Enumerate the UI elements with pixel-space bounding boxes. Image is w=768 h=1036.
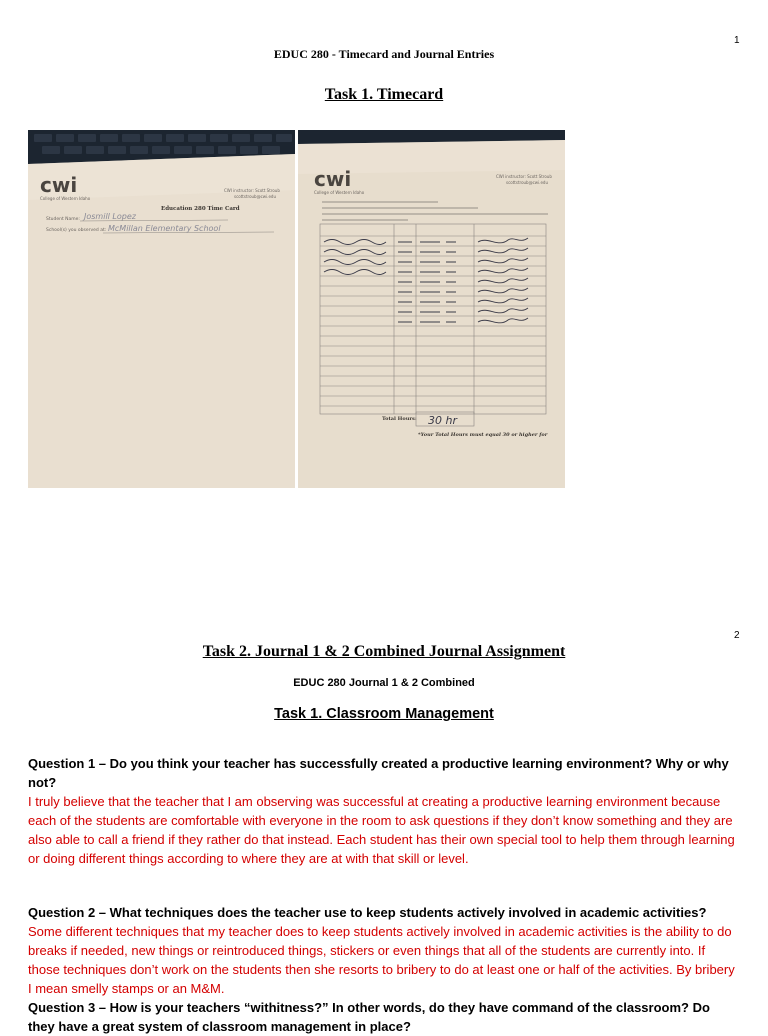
journal-subheading: EDUC 280 Journal 1 & 2 Combined <box>293 677 475 689</box>
svg-text:*Your Total Hours must equal 3: *Your Total Hours must equal 30 or higher for <box>418 432 548 438</box>
qa-block-2 <box>28 903 740 1036</box>
svg-text:College of Western Idaho: College of Western Idaho <box>40 196 91 201</box>
question-1: Question 1 – Do you think your teacher has successfully created a productive learning environment? Why or why not? <box>28 756 729 790</box>
svg-text:CWI instructor: Scott Stroub: CWI instructor: Scott Stroub <box>224 188 280 193</box>
cwi-logo: cwi <box>314 167 352 191</box>
svg-text:Student Name:: Student Name: <box>46 217 80 222</box>
svg-text:School(s) you observed at:: School(s) you observed at: <box>46 228 107 233</box>
task-2-heading: Task 2. Journal 1 & 2 Combined Journal Assignment <box>202 643 566 660</box>
question-3: Question 3 – How is your teachers “withitness?” In other words, do they have command of the classroom? Do they have a great system of classroom management in place? <box>28 1000 710 1034</box>
svg-text:College of Western Idaho: College of Western Idaho <box>314 190 365 195</box>
document-title: EDUC 280 - Timecard and Journal Entries <box>273 47 495 61</box>
svg-text:CWI instructor: Scott Stroub: CWI instructor: Scott Stroub <box>496 174 552 179</box>
qa-block-1 <box>28 754 740 868</box>
svg-text:scottstroub@cwi.edu: scottstroub@cwi.edu <box>234 194 276 199</box>
svg-text:scottstroub@cwi.edu: scottstroub@cwi.edu <box>506 180 548 185</box>
svg-text:30 hr: 30 hr <box>428 414 457 427</box>
page-number-2: 2 <box>734 630 740 641</box>
task-1-heading: Task 1. Timecard <box>324 86 444 103</box>
svg-text:McMillan Elementary School: McMillan Elementary School <box>108 224 221 233</box>
timecard-front-photo <box>28 130 295 488</box>
answer-1: I truly believe that the teacher that I am observing was successful at creating a productive learning environment because each of the students are comfortable with everyone in the room to ask questions if they don’t know something and they are also able to call a friend if they rather do that instead. Each student has their own special tool to help them through learning or doing different things according to where they are at with that skill or level. <box>28 794 735 866</box>
page-number-1: 1 <box>734 35 740 46</box>
timecard-log-photo <box>298 130 565 488</box>
svg-text:Total Hours:: Total Hours: <box>382 416 417 422</box>
classroom-management-heading: Task 1. Classroom Management <box>274 706 494 722</box>
svg-text:Josmill Lopez: Josmill Lopez <box>84 212 136 221</box>
question-2: Question 2 – What techniques does the teacher use to keep students actively involved in academic activities? <box>28 905 707 920</box>
svg-text:Education 280 Time Card: Education 280 Time Card <box>161 206 240 212</box>
cwi-logo: cwi <box>40 173 78 197</box>
answer-2: Some different techniques that my teacher does to keep students actively involved in academic activities is the ability to do breaks if needed, new things or reintroduced things, stickers or even things that all of the students are currently into. If those techniques don’t work on the students then she resorts to bribery to do at least one or half of the activities. By bribery I mean smelly stamps or an M&M. <box>28 924 735 996</box>
